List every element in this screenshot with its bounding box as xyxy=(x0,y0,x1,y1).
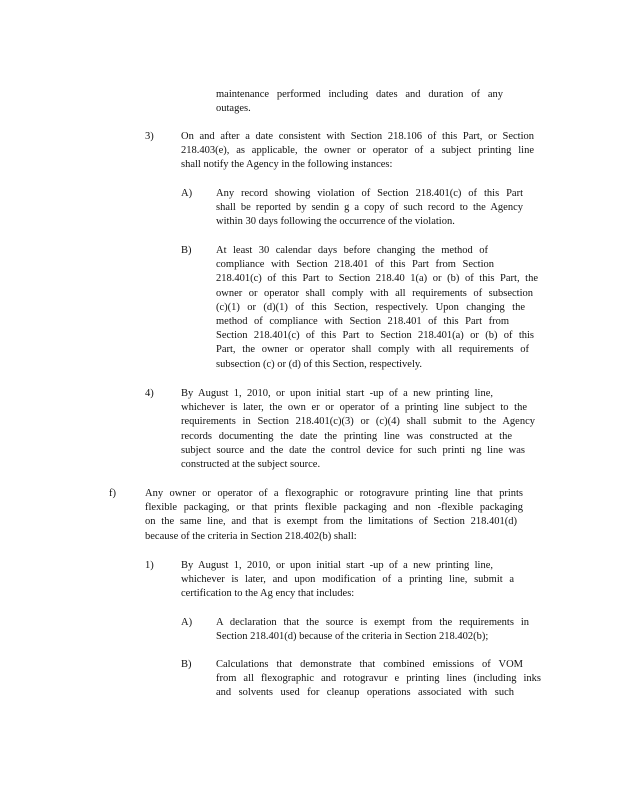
top-continuation-text xyxy=(216,88,503,116)
text-line: subsection (c) or (d) of this Section, respectively. xyxy=(216,358,423,370)
text-line: flexible packaging, or that prints flexible packaging and non -flexible packaging xyxy=(145,502,523,514)
item-f1b-text xyxy=(216,658,541,701)
text-line: By August 1, 2010, or upon initial start -up of a new printing line, xyxy=(181,560,493,571)
text-line: owner or operator shall comply with all requirements of subsection xyxy=(216,287,533,299)
text-line: from all flexographic and rotogravur e printing lines (including inks xyxy=(216,673,541,685)
item-f-text xyxy=(145,487,525,544)
text-line: method of compliance with Section 218.401 of this Part from xyxy=(216,316,509,328)
text-line: Part, the owner or operator shall comply with all requirements of xyxy=(216,344,529,356)
text-line: shall be reported by sendin g a copy of such record to the Agency xyxy=(216,202,523,214)
text-line: Section 218.401(d) because of the criteria in Section 218.402(b); xyxy=(216,631,489,643)
text-line: (c)(1) or (d)(1) of this Section, respectively. Upon changing the xyxy=(216,301,525,313)
text-line: On and after a date consistent with Section 218.106 of this Part, or Section xyxy=(181,131,534,142)
item-f-label: f) xyxy=(109,488,116,499)
item-4-label: 4) xyxy=(145,388,154,399)
text-line: maintenance performed including dates and duration of any xyxy=(216,89,503,100)
text-line: compliance with Section 218.401 of this Part from Section xyxy=(216,259,494,271)
item-4-text xyxy=(181,387,535,472)
text-line: A declaration that the source is exempt from the requirements in xyxy=(216,617,529,628)
text-line: subject source and the date the control device for such printi ng line was xyxy=(181,444,525,456)
item-3-label: 3) xyxy=(145,131,154,142)
text-line: because of the criteria in Section 218.402(b) shall: xyxy=(145,530,357,542)
text-line: records documenting the date the printing line was constructed at the xyxy=(181,430,512,442)
text-line: constructed at the subject source. xyxy=(181,459,321,471)
text-line: and solvents used for cleanup operations associated with such xyxy=(216,687,514,699)
text-line: By August 1, 2010, or upon initial start -up of a new printing line, xyxy=(181,388,493,399)
text-line: shall notify the Agency in the following instances: xyxy=(181,159,393,171)
item-f1-text xyxy=(181,559,516,602)
text-line: Any owner or operator of a flexographic or rotogravure printing line that prints xyxy=(145,488,523,499)
text-line: within 30 days following the occurrence of the violation. xyxy=(216,216,455,228)
text-line: whichever is later, the own er or operator of a printing line subject to the xyxy=(181,402,527,414)
text-line: requirements in Section 218.401(c)(3) or (c)(4) shall submit to the Agency xyxy=(181,416,535,428)
item-f1a-label: A) xyxy=(181,617,193,628)
item-3a-text xyxy=(216,187,523,230)
text-line: Any record showing violation of Section 218.401(c) of this Part xyxy=(216,188,523,199)
item-3b-label: B) xyxy=(181,245,192,256)
item-3a-label: A) xyxy=(181,188,193,199)
text-line: on the same line, and that is exempt from the limitations of Section 218.401(d) xyxy=(145,516,517,528)
item-f1a-text xyxy=(216,616,529,644)
item-f1-label: 1) xyxy=(145,560,154,571)
item-3b-text xyxy=(216,244,538,372)
text-line: 218.403(e), as applicable, the owner or operator of a subject printing line xyxy=(181,145,534,157)
text-line: certification to the Ag ency that includes: xyxy=(181,588,355,600)
text-line: 218.401(c) of this Part to Section 218.40 1(a) or (b) of this Part, the xyxy=(216,273,538,285)
text-line: Calculations that demonstrate that combined emissions of VOM xyxy=(216,659,523,670)
text-line: outages. xyxy=(216,103,251,115)
text-line: Section 218.401(c) of this Part to Section 218.401(a) or (b) of this xyxy=(216,330,534,342)
item-3-intro xyxy=(181,130,534,173)
item-f1b-label: B) xyxy=(181,659,192,670)
text-line: At least 30 calendar days before changing the method of xyxy=(216,245,488,256)
text-line: whichever is later, and upon modification of a printing line, submit a xyxy=(181,574,514,586)
